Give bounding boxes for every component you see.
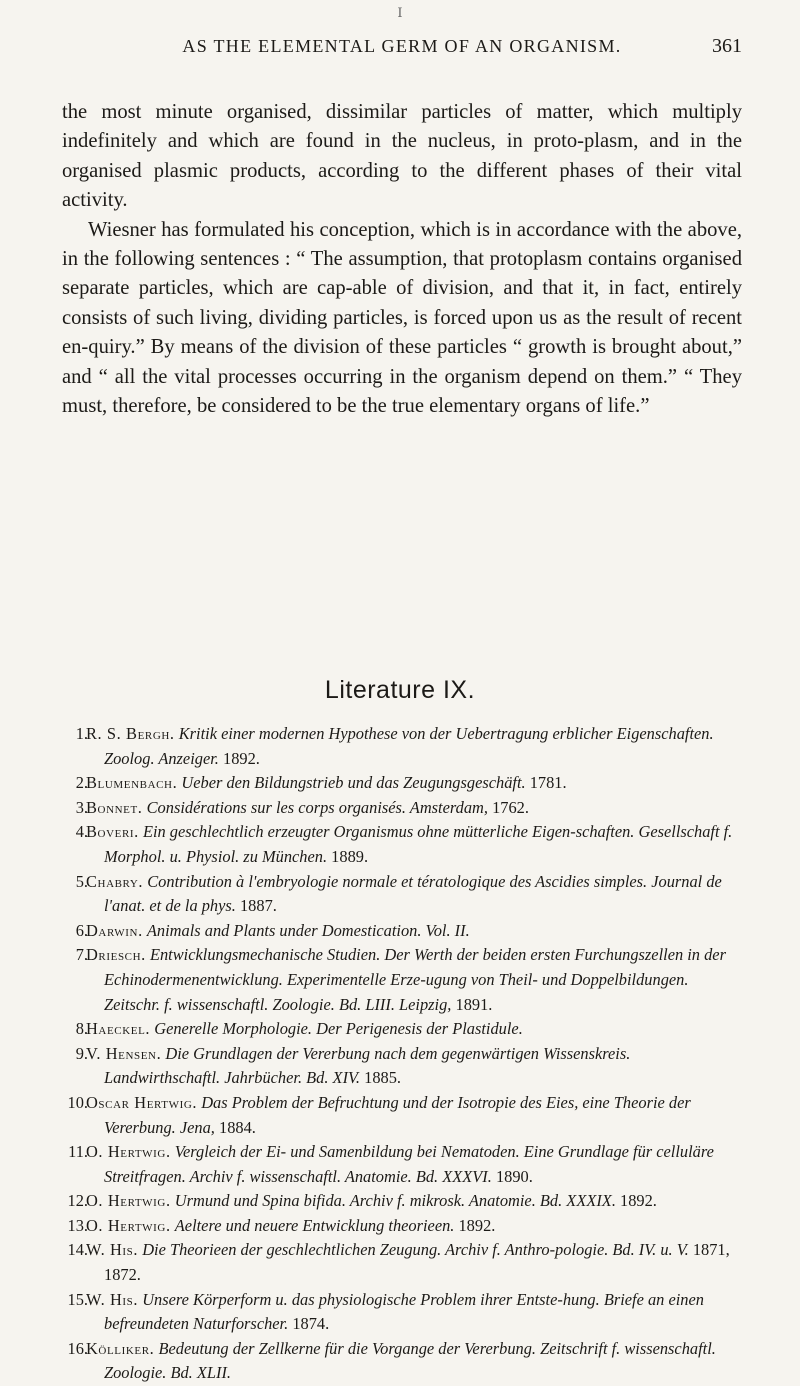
reference-item	[62, 1140, 748, 1189]
reference-author: Driesch.	[86, 945, 146, 965]
body-text	[62, 98, 742, 421]
reference-author: V. Hensen.	[86, 1043, 162, 1063]
reference-number: 4.	[75, 822, 88, 842]
page-mark: I	[397, 6, 403, 21]
reference-detail: 1874.	[288, 1314, 330, 1334]
reference-work: Kritik einer modernen Hypothese von der Uebertragung erblicher Eigenschaften. Zoolog. Anzeiger.	[104, 724, 714, 768]
reference-detail: 1885.	[360, 1068, 402, 1088]
reference-work: Contribution à l'embryologie normale et tératologique des Ascidies simples. Journal de l'anat. et de la phys.	[104, 871, 722, 916]
reference-detail: 1891.	[451, 994, 493, 1014]
reference-author: O. Hertwig.	[86, 1142, 171, 1162]
reference-detail: 1884.	[214, 1117, 256, 1137]
reference-number: 2.	[75, 773, 88, 793]
reference-detail: 1889.	[327, 846, 369, 866]
reference-number: 12.	[67, 1191, 88, 1211]
literature-heading: Literature IX.	[324, 676, 476, 704]
reference-detail: 1781.	[525, 773, 567, 793]
reference-number: 11.	[68, 1142, 88, 1162]
reference-item	[62, 1337, 748, 1386]
reference-work: Die Theorieen der geschlechtlichen Zeugung. Archiv f. Anthro-pologie. Bd. IV. u. V.	[142, 1240, 689, 1260]
reference-author: Oscar Hertwig.	[86, 1092, 198, 1112]
reference-item	[62, 771, 748, 796]
reference-author: Haeckel.	[86, 1019, 151, 1039]
reference-author: Darwin.	[86, 920, 143, 940]
reference-detail: 1871, 1872.	[104, 1240, 730, 1285]
reference-number: 13.	[67, 1215, 88, 1235]
reference-work: Die Grundlagen der Vererbung nach dem gegenwärtigen Wissenskreis. Landwirthschaftl. Jahrbücher. Bd. XIV.	[104, 1043, 631, 1088]
reference-author: W. His.	[86, 1289, 139, 1309]
reference-number: 14.	[67, 1240, 88, 1260]
reference-work: Ueber den Bildungstrieb und das Zeugungsgeschäft.	[181, 773, 526, 793]
reference-work: Animals and Plants under Domestication. Vol. II.	[146, 920, 470, 940]
reference-number: 1.	[75, 724, 88, 743]
reference-author: Chabry.	[86, 871, 144, 891]
reference-detail: 1892.	[454, 1215, 496, 1235]
reference-work: Entwicklungsmechanische Studien. Der Werth der beiden ersten Furchungszellen in der Echinodermenentwicklung. Experimentelle Erze-ugung von Theil- und Doppelbildungen. Zeitschr. f. wissenschaftl. Zoologie. Bd. LIII. Leipzig,	[104, 945, 726, 1014]
reference-item	[62, 870, 748, 919]
reference-work: Das Problem der Befruchtung und der Isotropie des Eies, eine Theorie der Vererbung. Jena,	[104, 1092, 691, 1137]
reference-number: 16.	[67, 1338, 88, 1358]
reference-author: R. S. Bergh.	[86, 724, 175, 743]
reference-work: Ein geschlechtlich erzeugter Organismus ohne mütterliche Eigen-schaften. Gesellschaft f. Morphol. u. Physiol. zu München.	[104, 822, 733, 866]
reference-item	[62, 1238, 748, 1287]
running-title: AS THE ELEMENTAL GERM OF AN ORGANISM.	[182, 36, 622, 56]
paragraph: the most minute organised, dissimilar particles of matter, which multiply indefinitely and which are found in the nucleus, in proto-plasm, and in the organised plasmic products, according to the different phases of their vital activity.	[62, 101, 742, 212]
reference-work: Bedeutung der Zellkerne für die Vorgange der Vererbung. Zeitschrift f. wissenschaftl. Zoologie. Bd. XLII.	[104, 1338, 716, 1383]
reference-item	[62, 1214, 748, 1239]
reference-item	[62, 1091, 748, 1140]
reference-detail: 1890.	[491, 1166, 533, 1186]
reference-number: 9.	[75, 1043, 88, 1063]
reference-number: 6.	[75, 920, 88, 940]
reference-author: W. His.	[86, 1240, 139, 1260]
reference-item	[62, 1189, 748, 1214]
reference-detail: 1892.	[218, 748, 260, 768]
page-header	[62, 36, 742, 66]
reference-item	[62, 722, 748, 771]
reference-work: Vergleich der Ei- und Samenbildung bei Nematoden. Eine Grundlage für celluläre Streitfragen. Archiv f. wissenschaftl. Anatomie. Bd. XXXVI.	[104, 1142, 714, 1186]
reference-work: Aeltere und neuere Entwicklung theorieen.	[174, 1215, 455, 1235]
reference-work: Generelle Morphologie. Der Perigenesis der Plastidule.	[154, 1019, 523, 1039]
reference-work: Urmund und Spina bifida. Archiv f. mikrosk. Anatomie. Bd. XXXIX.	[174, 1191, 616, 1211]
reference-number: 10.	[67, 1092, 88, 1112]
paragraph: Wiesner has formulated his conception, which is in accordance with the above, in the following sentences : “ The assumption, that protoplasm contains organised separate particles, which are cap-able of division, and that it, in fact, entirely consists of such living, dividing particles, is forced upon us as the result of recent en-quiry.” By means of the division of these particles “ growth is brought about,” and “ all the vital processes occurring in the organism depend on them.” “ They must, therefore, be considered to be the true elementary organs of life.”	[62, 218, 742, 418]
reference-author: Blumenbach.	[86, 773, 178, 793]
reference-item	[62, 943, 748, 1017]
reference-item	[62, 1042, 748, 1091]
reference-author: Kölliker.	[86, 1338, 155, 1358]
reference-number: 7.	[75, 945, 88, 965]
reference-item	[62, 1017, 748, 1042]
reference-author: Bonnet.	[86, 797, 143, 817]
reference-work: Unsere Körperform u. das physiologische Problem ihrer Entste-hung. Briefe an einen befreundeten Naturforscher.	[104, 1289, 704, 1334]
reference-work: Considérations sur les corps organisés. Amsterdam,	[146, 797, 488, 817]
reference-item	[62, 796, 748, 821]
reference-author: O. Hertwig.	[86, 1191, 171, 1211]
reference-detail: 1887.	[235, 896, 277, 916]
reference-number: 8.	[75, 1019, 88, 1039]
reference-detail: 1762.	[487, 797, 529, 817]
reference-item	[62, 919, 748, 944]
page-number: 361	[712, 35, 742, 57]
reference-number: 3.	[75, 797, 88, 817]
reference-item	[62, 1288, 748, 1337]
reference-detail: 1892.	[615, 1191, 657, 1211]
reference-number: 5.	[75, 871, 88, 891]
reference-author: Boveri.	[86, 822, 139, 842]
reference-item	[62, 820, 748, 869]
reference-author: O. Hertwig.	[86, 1215, 171, 1235]
reference-number: 15.	[67, 1289, 88, 1309]
reference-list	[62, 722, 748, 1386]
